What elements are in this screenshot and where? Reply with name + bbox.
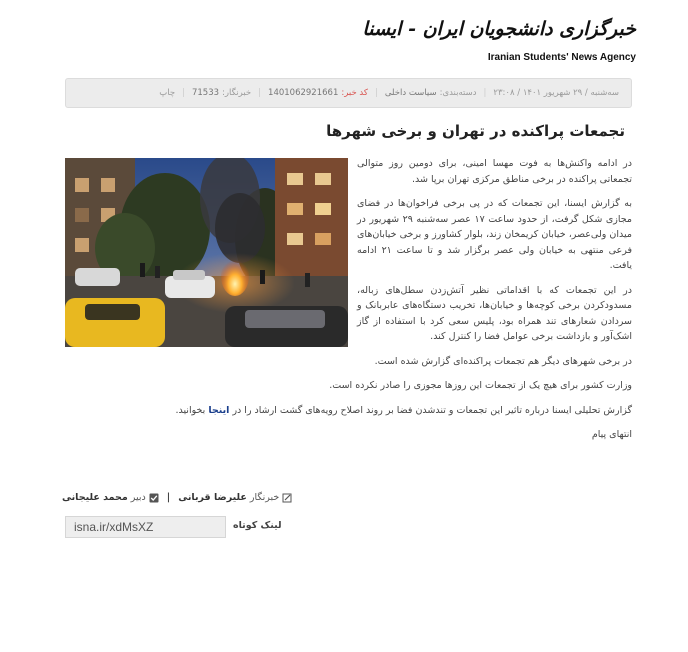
article-title: تجمعات پراکنده در تهران و برخی شهرها (326, 122, 625, 140)
article-paragraph: به گزارش ایسنا، این تجمعات که در پی برخی فراخوان‌ها در فضای مجازی شکل گرفت، از حدود ساعت ۱۷ عصر سه‌شنبه ۲۹ شهریور در میدان ولی‌عصر، خیابان کریمخان زند، بلوار کشاورز و برخی خیابان‌های فرعی منتهی به خیابان ولی عصر برگزار شد و تا ساعت ۲۱ ادامه یافت. (357, 198, 632, 271)
editor-name[interactable]: محمد علیجانی (62, 492, 128, 503)
news-date: سه‌شنبه / ۲۹ شهریور ۱۴۰۱ / ۲۳:۰۸ (493, 88, 619, 98)
news-category (381, 88, 481, 98)
analysis-link[interactable]: اینجا (208, 404, 230, 416)
reporter-code (188, 88, 255, 98)
category-label: دسته‌بندی: (439, 88, 477, 98)
reporter-code-label: خبرنگار: (222, 88, 252, 98)
reporter-name[interactable]: علیرضا قربانی (178, 492, 247, 503)
article-paragraph: وزارت کشور برای هیچ یک از تجمعات این روزها مجوزی را صادر نکرده است. (329, 380, 632, 391)
news-code (264, 88, 372, 98)
short-link-label: لینک کوتاه (233, 520, 282, 531)
article-paragraph: در این تجمعات که با اقداماتی نظیر آتش‌زدن سطل‌های زباله، مسدودکردن برخی کوچه‌ها و خیابان‌ها، تخریب دستگاه‌های عابربانک و سردادن شعارهای تند همراه بود، پلیس سعی کرد با استفاده از گاز اشک‌آور و بازداشت برخی عوامل فضا را کنترل کند. (357, 284, 632, 342)
article-body (65, 156, 632, 452)
print-button[interactable]: چاپ (159, 88, 176, 98)
pencil-icon (282, 493, 292, 503)
meta-divider: | (258, 88, 262, 98)
meta-divider: | (374, 88, 378, 98)
article-paragraph: در برخی شهرهای دیگر هم تجمعات پراکنده‌ای گزارش شده است. (374, 355, 632, 367)
editor-label: دبیر (130, 492, 146, 503)
checkbox-icon (149, 493, 159, 503)
meta-divider: | (182, 88, 185, 98)
logo-english-text: Iranian Students' News Agency (487, 52, 636, 63)
meta-divider: | (483, 88, 487, 98)
category-value[interactable]: سیاست داخلی (384, 88, 437, 98)
photo-spacer (65, 156, 357, 348)
news-code-label: کد خبر: (341, 88, 368, 98)
logo-persian-text: خبرگزاری دانشجویان ایران - ایسنا (362, 18, 636, 40)
analysis-text: گزارش تحلیلی ایسنا درباره تاثیر این تجمعات و تندشدن فضا بر روند اصلاح رویه‌های گشت ارشاد را در (232, 404, 632, 416)
article-authors (62, 492, 292, 503)
site-logo[interactable] (362, 12, 636, 68)
analysis-paragraph (65, 403, 632, 419)
reporter-code-value: 71533 (191, 88, 220, 98)
short-link-field[interactable]: isna.ir/xdMsXZ (65, 516, 226, 538)
editor-credit (62, 492, 159, 503)
authors-separator: | (166, 492, 171, 503)
news-meta-bar (65, 78, 632, 108)
reporter-label: خبرنگار (249, 492, 280, 503)
article-paragraph: در ادامه واکنش‌ها به فوت مهسا امینی، برای دومین روز متوالی تجمعاتی پراکنده در برخی مناطق مرکزی تهران برپا شد. (357, 158, 632, 185)
news-code-value: 1401062921661 (268, 88, 339, 98)
reporter-credit (178, 492, 292, 503)
end-of-message: انتهای پیام (591, 429, 632, 440)
analysis-suffix: بخوانید. (175, 404, 206, 416)
